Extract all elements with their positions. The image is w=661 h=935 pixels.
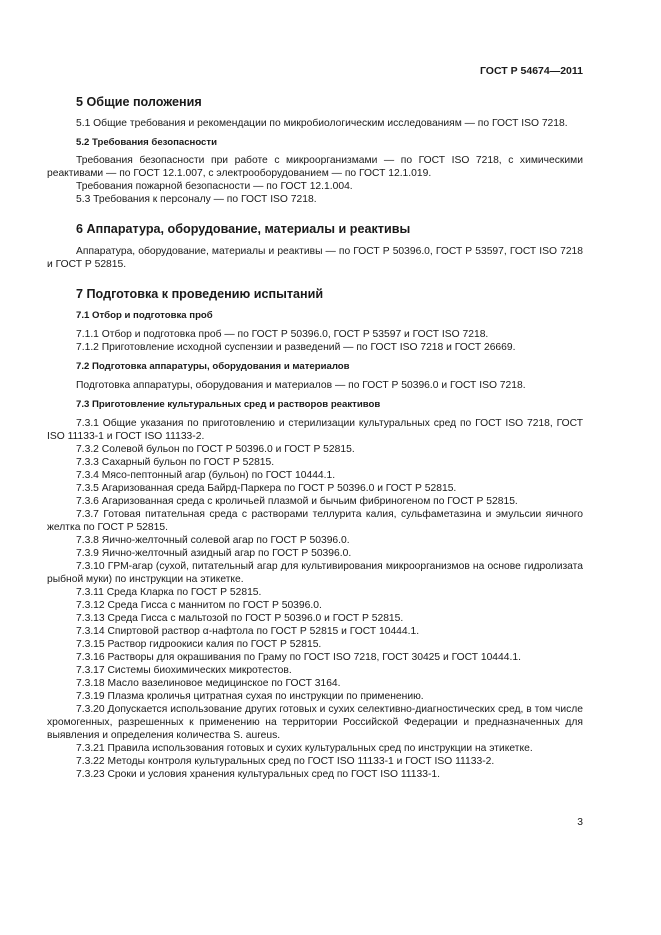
paragraph-5-2-a: Требования безопасности при работе с микроорганизмами — по ГОСТ ISO 7218, с химическими реактивами — по ГОСТ 12.1.007, с электрооборудованием — по ГОСТ 12.1.019. <box>47 155 583 179</box>
list-item: 7.3.15 Раствор гидроокиси калия по ГОСТ Р 52815. <box>76 639 322 650</box>
list-item: 7.3.23 Сроки и условия хранения культуральных сред по ГОСТ ISO 11133-1. <box>76 769 440 780</box>
list-item: 7.3.6 Агаризованная среда с кроличьей плазмой и бычьим фибриногеном по ГОСТ Р 52815. <box>76 496 518 507</box>
paragraph-7-1-1: 7.1.1 Отбор и подготовка проб — по ГОСТ Р 50396.0, ГОСТ Р 53597 и ГОСТ ISO 7218. <box>76 329 489 340</box>
subsection-7-1-heading: 7.1 Отбор и подготовка проб <box>76 310 213 321</box>
subsection-7-3-list <box>47 417 583 781</box>
subsection-5-2-heading: 5.2 Требования безопасности <box>76 137 217 148</box>
standard-code: ГОСТ Р 54674—2011 <box>479 65 583 77</box>
subsection-7-2-heading: 7.2 Подготовка аппаратуры, оборудования и материалов <box>76 361 350 372</box>
paragraph-5-2-b: Требования пожарной безопасности — по ГОСТ 12.1.004. <box>76 181 353 192</box>
paragraph-7-1-2: 7.1.2 Приготовление исходной суспензии и разведений — по ГОСТ ISO 7218 и ГОСТ 26669. <box>76 342 516 353</box>
list-item: 7.3.10 ГРМ-агар (сухой, питательный агар для культивирования микроорганизмов на основе гидролизата рыбной муки) по инструкции на этикетке. <box>47 561 583 585</box>
list-item: 7.3.5 Агаризованная среда Байрд-Паркера по ГОСТ Р 50396.0 и ГОСТ Р 52815. <box>76 483 457 494</box>
list-item: 7.3.7 Готовая питательная среда с растворами теллурита калия, сульфаметазина и эмульсии яичного желтка по ГОСТ Р 52815. <box>47 509 583 533</box>
list-item: 7.3.19 Плазма кроличья цитратная сухая по инструкции по применению. <box>76 691 424 702</box>
list-item: 7.3.16 Растворы для окрашивания по Граму по ГОСТ ISO 7218, ГОСТ 30425 и ГОСТ 10444.1. <box>76 652 521 663</box>
page-content <box>47 94 583 781</box>
subsection-7-3-heading: 7.3 Приготовление культуральных сред и растворов реактивов <box>76 399 381 410</box>
paragraph-6: Аппаратура, оборудование, материалы и реактивы — по ГОСТ Р 50396.0, ГОСТ Р 53597, ГОСТ ISO 7218 и ГОСТ Р 52815. <box>47 246 583 270</box>
list-item: 7.3.13 Среда Гисса с мальтозой по ГОСТ Р 50396.0 и ГОСТ Р 52815. <box>76 613 404 624</box>
list-item: 7.3.9 Яично-желточный азидный агар по ГОСТ Р 50396.0. <box>76 548 352 559</box>
list-item: 7.3.11 Среда Кларка по ГОСТ Р 52815. <box>76 587 262 598</box>
paragraph-5-1: 5.1 Общие требования и рекомендации по микробиологическим исследованиям — по ГОСТ ISO 7218. <box>76 118 568 129</box>
list-item: 7.3.12 Среда Гисса с маннитом по ГОСТ Р 50396.0. <box>76 600 322 611</box>
section-5-heading: 5 Общие положения <box>76 95 202 109</box>
paragraph-5-3: 5.3 Требования к персоналу — по ГОСТ ISO 7218. <box>76 194 317 205</box>
list-item: 7.3.21 Правила использования готовых и сухих культуральных сред по инструкции на этикетке. <box>76 743 533 754</box>
list-item: 7.3.14 Спиртовой раствор α-нафтола по ГОСТ Р 52815 и ГОСТ 10444.1. <box>76 626 420 637</box>
section-7-heading: 7 Подготовка к проведению испытаний <box>76 287 324 301</box>
list-item: 7.3.20 Допускается использование других готовых и сухих селективно-диагностических сред, в том числе хромогенных, разрешенных к применению на территории Российской Федерации и предназначенных для выявления и определения количества S. aureus. <box>47 704 583 741</box>
list-item: 7.3.3 Сахарный бульон по ГОСТ Р 52815. <box>76 457 275 468</box>
list-item: 7.3.4 Мясо-пептонный агар (бульон) по ГОСТ 10444.1. <box>76 470 336 481</box>
list-item: 7.3.17 Системы биохимических микротестов. <box>76 665 292 676</box>
list-item: 7.3.2 Солевой бульон по ГОСТ Р 50396.0 и ГОСТ Р 52815. <box>76 444 355 455</box>
list-item: 7.3.18 Масло вазелиновое медицинское по ГОСТ 3164. <box>76 678 341 689</box>
list-item: 7.3.8 Яично-желточный солевой агар по ГОСТ Р 50396.0. <box>76 535 350 546</box>
paragraph-7-2: Подготовка аппаратуры, оборудования и материалов — по ГОСТ Р 50396.0 и ГОСТ ISO 7218. <box>76 380 526 391</box>
list-item: 7.3.1 Общие указания по приготовлению и стерилизации культуральных сред по ГОСТ ISO 7218, ГОСТ ISO 11133-1 и ГОСТ ISO 11133-2. <box>47 418 583 442</box>
list-item: 7.3.22 Методы контроля культуральных сред по ГОСТ ISO 11133-1 и ГОСТ ISO 11133-2. <box>76 756 495 767</box>
section-6-heading: 6 Аппаратура, оборудование, материалы и реактивы <box>76 222 411 236</box>
page-number: 3 <box>577 817 583 828</box>
